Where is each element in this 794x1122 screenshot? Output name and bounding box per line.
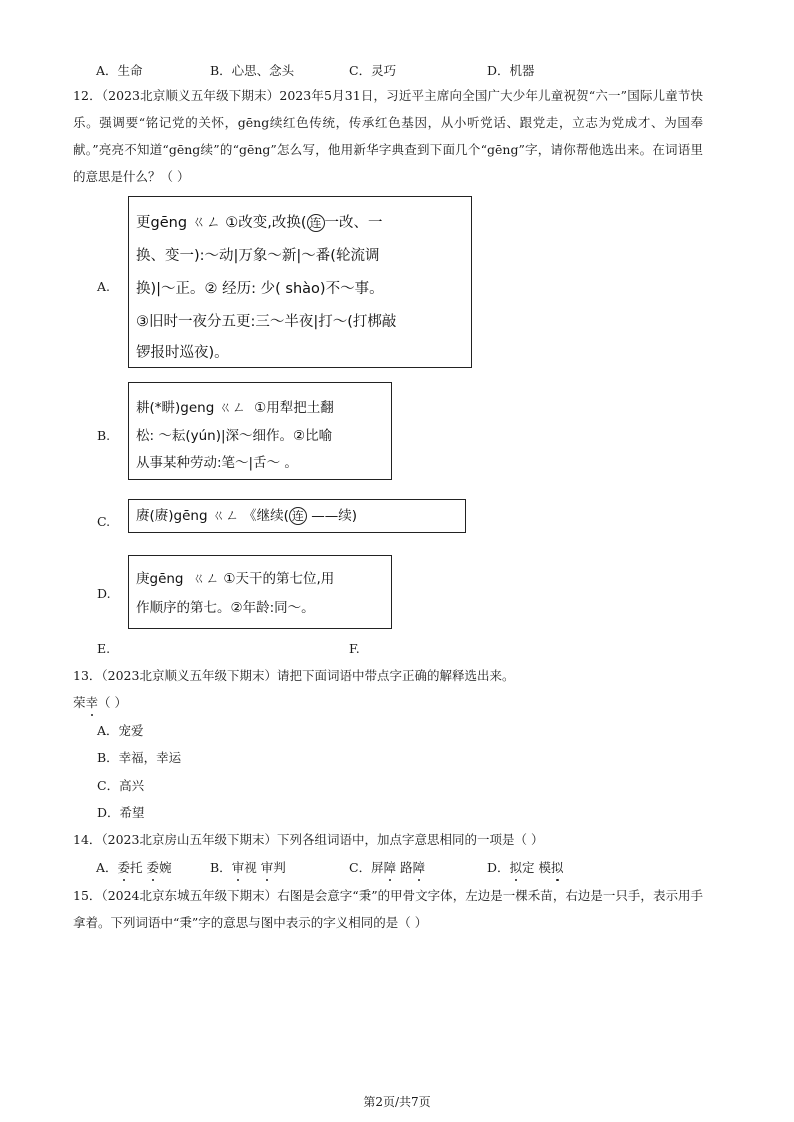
dictionary-box-geng-change xyxy=(128,196,472,368)
dictionary-box-geng-plough xyxy=(128,382,392,480)
box-b-line-3: 从事某种劳动:笔～|舌～ 。 xyxy=(136,455,298,471)
q14-option-a: A．委托 委婉 xyxy=(96,860,172,875)
q14-option-c: C．屏障 路障 xyxy=(349,860,426,875)
q14-stem: 14．（2023北京房山五年级下期末）下列各组词语中，加点字意思相同的一项是（ ） xyxy=(73,832,544,847)
q15-stem: 15．（2024北京东城五年级下期末）右图是会意字“秉”的甲骨文字体，左边是一棵禾苗，右边是一只手，表示用手拿着。下列词语中“秉”字的意思与图中表示的字义相同的是（ ） xyxy=(73,888,703,930)
q12-label-d: D. xyxy=(97,586,111,601)
q13-option-b: B．幸福，幸运 xyxy=(97,750,182,765)
q12-label-f: F. xyxy=(349,641,360,656)
dictionary-box-geng-age xyxy=(128,555,392,629)
q12-label-a: A. xyxy=(97,279,111,294)
box-d-line-1: 庚gēng ㄍㄥ ①天干的第七位,用 xyxy=(136,571,335,587)
box-a-line-5: 锣报时巡夜)。 xyxy=(136,345,229,361)
page-number: 第2页/共7页 xyxy=(363,1095,431,1109)
dictionary-box-geng-continue xyxy=(128,499,466,533)
q12-label-c: C. xyxy=(97,514,111,529)
q11-option-d: D．机器 xyxy=(487,63,535,78)
q12-label-e: E. xyxy=(97,641,111,656)
q11-option-b: B．心思、念头 xyxy=(210,63,295,78)
q13-option-d: D．希望 xyxy=(97,805,145,820)
box-a-line-2: 换、变一):～动|万象～新|～番(轮流调 xyxy=(136,248,380,264)
q11-option-c: C．灵巧 xyxy=(349,63,397,78)
box-c-line-1: 赓(赓)gēng ㄍㄥ 《继续( 连 ——续) xyxy=(136,508,357,524)
box-a-line-1: 更gēng ㄍㄥ ①改变,改换( 连 一改、一 xyxy=(136,215,383,231)
box-d-line-2: 作顺序的第七。②年龄:同～。 xyxy=(136,600,315,616)
q13-option-a: A．宠爱 xyxy=(97,723,144,738)
q13-option-c: C．高兴 xyxy=(97,778,145,793)
q11-option-a: A．生命 xyxy=(96,63,143,78)
q13-stem: 13．（2023北京顺义五年级下期末）请把下面词语中带点字正确的解释选出来。 xyxy=(73,668,515,683)
q14-option-d: D．拟定 模拟 xyxy=(487,860,564,875)
q14-option-b: B．审视 审判 xyxy=(210,860,286,875)
box-a-line-4: ③旧时一夜分五更:三～半夜|打～(打梆敲 xyxy=(136,314,397,330)
box-b-line-2: 松: ～耘(yún)|深～细作。②比喻 xyxy=(136,428,333,444)
q12-stem: 12．（2023北京顺义五年级下期末）2023年5月31日，习近平主席向全国广大少年儿童祝贺“六一”国际儿童节快乐。强调要“铭记党的关怀，gēng续红色传统，传承红色基因，从小听党话、跟党走，立志为党成才、为国奉献。”亮亮不知道“gēng续”的“gēng”怎么写，他用新华字典查到下面几个“gēng”字，请你帮他选出来。在词语里的意思是什么？（ ） xyxy=(73,88,703,184)
dotted-character: 幸 xyxy=(85,695,99,710)
link-icon: 连 xyxy=(307,214,325,232)
box-b-line-1: 耕(*畊)geng ㄍㄥ ①用犁把土翻 xyxy=(136,400,334,416)
link-icon: 连 xyxy=(289,507,307,525)
q13-word: 荣幸（ ） xyxy=(73,695,128,710)
q12-label-b: B. xyxy=(97,428,111,443)
box-a-line-3: 换)|～正。② 经历: 少( shào)不～事。 xyxy=(136,281,384,297)
